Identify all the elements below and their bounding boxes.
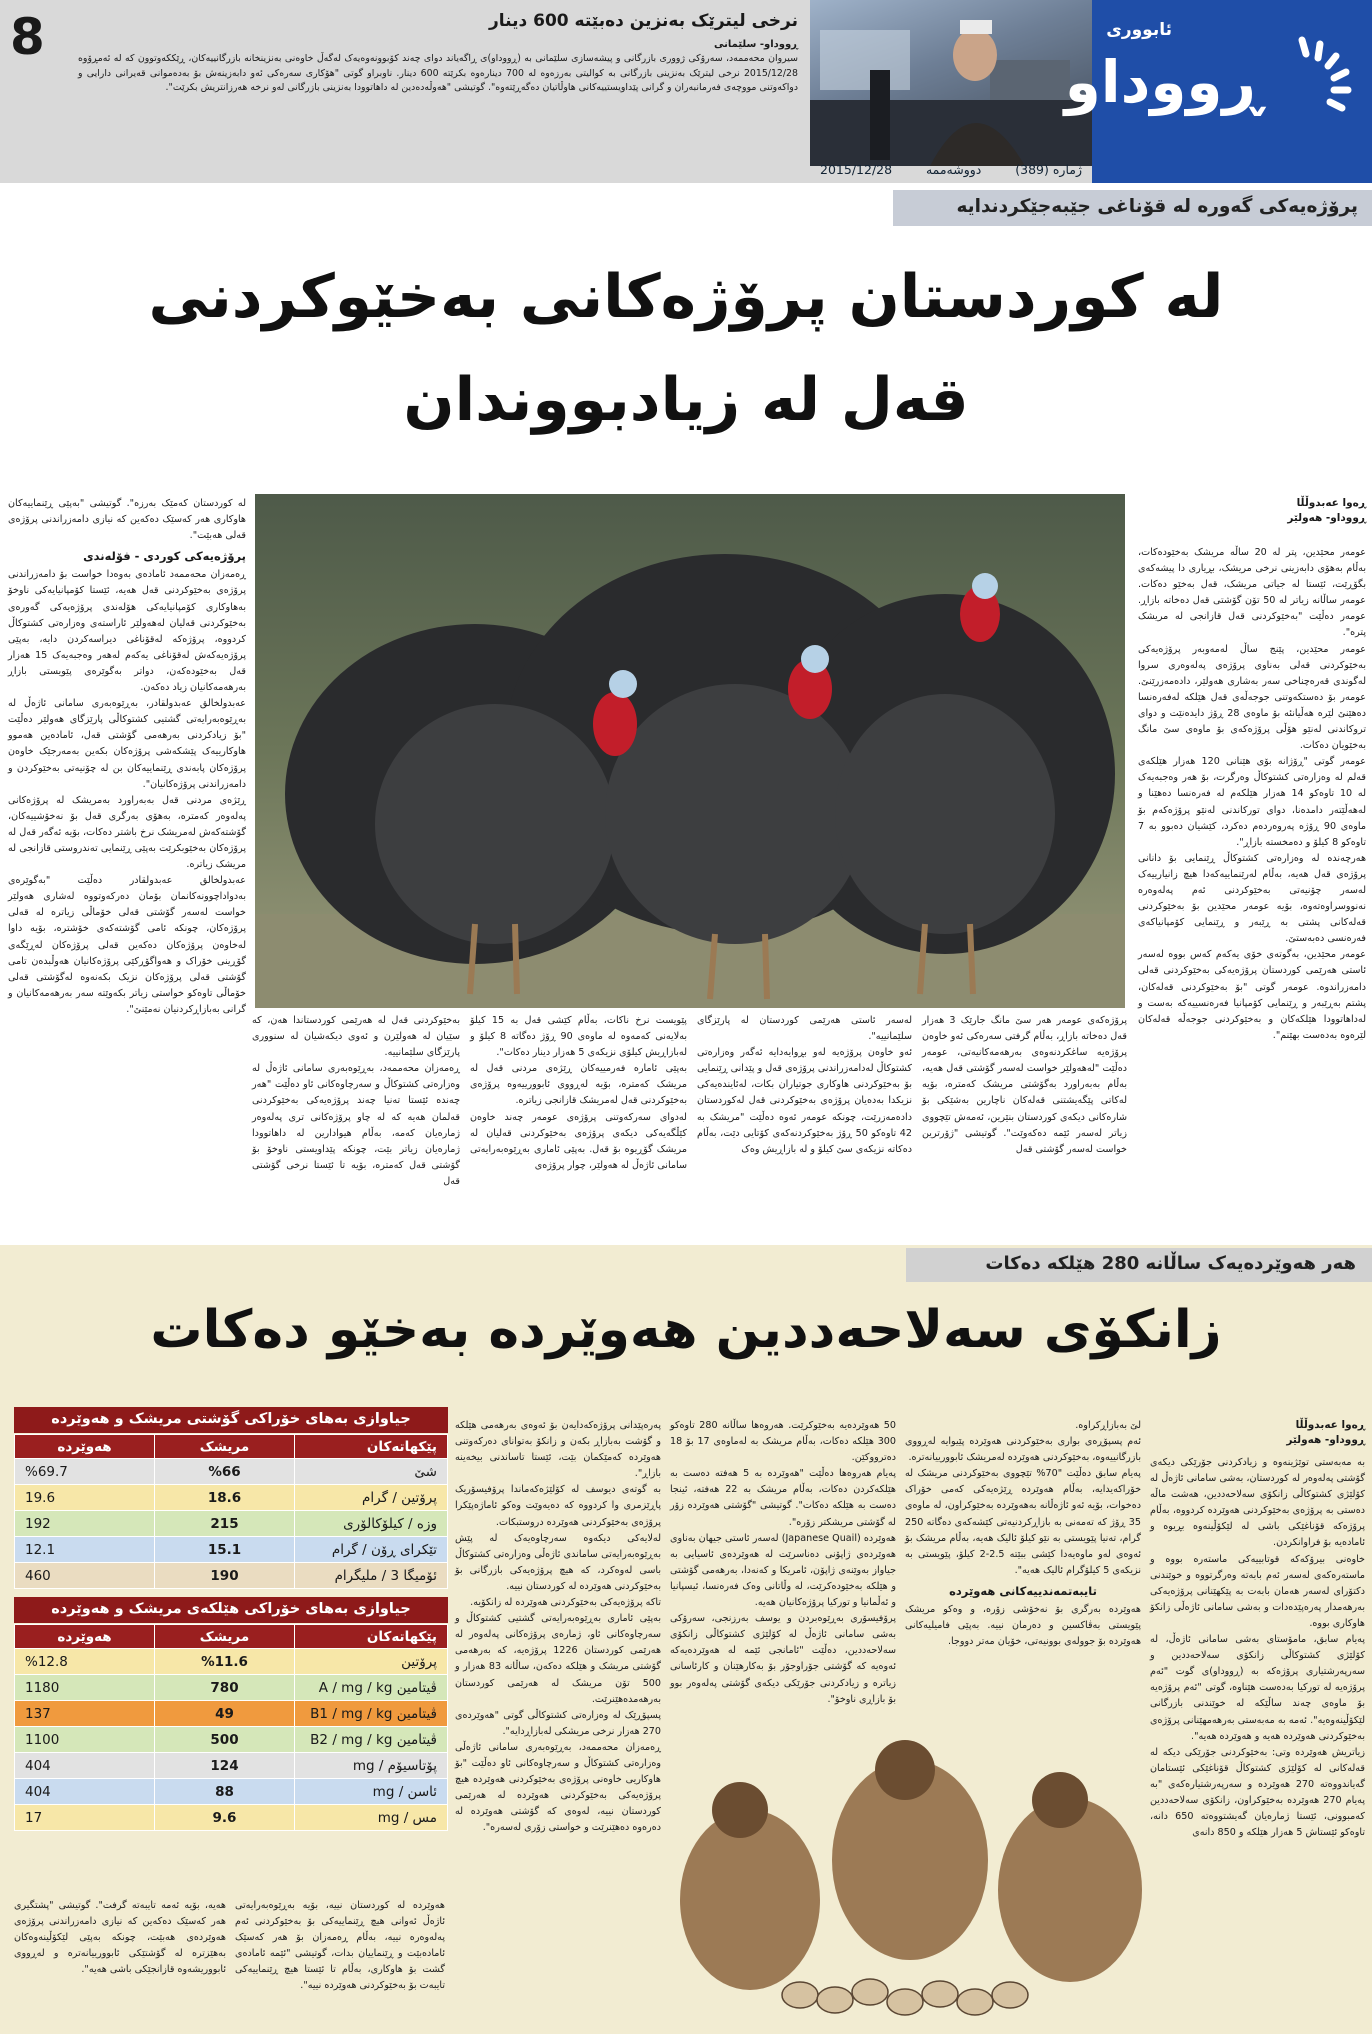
- story1-col-bottom-2: لەسەر ئاستی هەرێمی کوردستان لە پارێزگای سلێمانییە". ئەو خاوەن پرۆژەیە لەو بڕوایەدایە ئەگەر وەزارەتی کشتوکاڵ لەدامەزراندنی پرۆژەی قەل و پێدانی ڕێنمایی بۆ بەخێوکردنی هاوکاری جوتیاران بکات، لەئایندەیەکی نزیکدا بەدەیان پرۆژەی بەخێوکردنی قەل لەکوردستان دادەمەزرێت، چونکە عومەر ئەوە دەڵێت "مریشک بە 42 تاوەکو 50 ڕۆژ بەخێوکردنەکەی کۆتایی دێت، بەڵام دەکاتە نزیکەی سێ کیلۆ و لە بازاڕیش وەک: [697, 1015, 912, 1155]
- table-row: [15, 1459, 448, 1485]
- table-row: [15, 1727, 448, 1753]
- table-cell: ڤیتامین A / mg / kg: [295, 1675, 448, 1701]
- table1: [14, 1434, 448, 1589]
- table-header-cell: هەوێردە: [15, 1625, 155, 1649]
- table-row: [15, 1537, 448, 1563]
- story1-headline-line1: لە کوردستان پرۆژەکانی بەخێوکردنی: [148, 262, 1224, 332]
- table-header-cell: مریشک: [155, 1625, 295, 1649]
- table-row: [15, 1753, 448, 1779]
- story2-col-3: 50 هەوێردەیە بەخێوکرێت. هەروەها ساڵانە 280 تاوەکو 300 هێلکە دەکات، بەڵام مریشک بە لەماوەی 17 بۆ 18 دەترووکێن. پەیام هەروەها دەڵێت "هەوێردە بە 5 هەفتە دەست بە هێلکەکردن دەکات، بەڵام مریشک بە 22 هەفتە، ئینجا دەست بە هێلکە دەکات". گوتیشی "گۆشتی هەوێردە زۆر لە گۆشتی مریشکتر زۆرە". هەوێردە (Japanese Quail) لەسەر ئاستی جیهان بەناوی هەوێردەی ژاپۆنی دەناسرێت لە هەوێردەی ئاسیایی بە جیاواز بەوێنەی ژاپۆن، ئامریکا و کەنەدا، بەرهەمی گۆشتی و هێلکە بەخێودەکرێت، لە وڵاتانی وەک فەرەنسا، ئیسپانیا و ئەڵمانیا و تورکیا پرۆژەکانیان هەیە. پرۆفیسۆری بەڕێوەبردن و یوسف بەرزنجی، سەرۆکی بەشی سامانی ئاژەڵ لە کۆلێژی کشتوکاڵی زانکۆی سەلاحەددین، دەڵێت "ئامانجی ئێمە لە هەوێردەیەکە ئەوەیە کە گۆشتی جۆراوجۆر بۆ بەکارهێنان و کارئاسانی زیاترە و زیادکردنی جۆرێکی دیکەی گۆشتی پەلەوەر بوو بۆ بازاڕی ناوخۆ".: [670, 1420, 897, 1705]
- story1-byline: [1130, 496, 1366, 526]
- table-cell: پرۆتین: [295, 1649, 448, 1675]
- table-cell: %12.8: [15, 1649, 155, 1675]
- table-cell: پۆتاسیۆم / mg: [295, 1753, 448, 1779]
- table-cell: 15.1: [155, 1537, 295, 1563]
- table-row: [15, 1805, 448, 1831]
- issue-date-row: [810, 155, 1092, 183]
- page-number: 8: [10, 8, 45, 66]
- table-row: [15, 1511, 448, 1537]
- story2-col-2: [905, 1418, 1141, 1688]
- story1-col-left-body: ڕەمەزان محەممەد ئامادەی بەوەدا خواست بۆ دامەزراندنی پرۆژەی بەخێوکردنی قەل هەیە، ئێستا کۆمپانیایەکی ناوخۆ بەهاوکاری کۆمپانیایەکی هۆلەندی پرۆژەیەکی گەورەی بەخێوکردنی قەلیان لەهەولێر ئاراستەی وەزارەتی کشتوکاڵ کردووە، پرۆژەکە لەقۆناغی دیراسەکردن دایە، بەپێی پرۆژەیەکەش لەقۆناغی یەکەم لەهەر وەجبەیەک 15 هەزار قەل بەخێودەکەن، دواتر بەگوێرەی پێویستی بازاڕ بەرهەمەکانیان زیاد دەکەن. عەبدولخالق عەبدولقادر، بەڕێوەبەری سامانی ئاژەڵ لە بەڕێوەبەرایەتی گشتیی کشتوکاڵی پارێزگای هەولێر دەڵێت "بۆ زیادکردنی بەرهەمی گۆشتی قەل، ئامادەین هەموو هاوکارییەک پێشکەشی پرۆژەکان بکەین بەمەرجێک خاوەن پرۆژەکان پابەندی ڕێنماییەکان بن لە چۆنیەتی بەخێوکردن و دامەزراندنی پرۆژەکانیان". ڕێژەی مردنی قەل بەبەراورد بەمریشک لە پرۆژەکانی پەلەوەر کەمترە، بەهۆی بەرگری قەل بۆ نەخۆشییەکان، گۆشتەکەش لەمریشک نرخ باشتر دەکات، بۆیە ئەگەر قەل لە پرۆژەکان بەخێوبکرێت بەپێی ڕێنمایی تەندروستی قازانجی لە مریشک زیاترە. عەبدولخالق عەبدولقادر دەڵێت "بەگوێرەی بەدواداچوونەکانمان بۆمان دەرکەوتووە لەشاری هەولێر خواست لەسەر گۆشتی قەلی خۆماڵی زیاترە لە قەلی پرۆژەکان، چونکە ئامی گۆشتەکەی خۆشترە، بۆیە داوا لەخاوەن پرۆژەکان دەکەین قەلی پرۆژەکان لەڕێگەی گۆڕینی خۆراک و هەواگۆڕکێی پرۆژەکانیان هەوڵبدەن تامی گۆشتی قەلی پرۆژەکان نزیک بکەنەوە لەگۆشتی قەلی خۆماڵی تاوەکو خواستی زیاتر بکەوێتە سەر بەرهەمەکانیان و گرانی بەبازاڕکردنیان نەمێنێ".: [8, 569, 246, 1015]
- brief-text: سیروان محەممەد، سەرۆکی ژووری بازرگانی و پیشەسازی سلێمانی بە (ڕووداو)ی ڕاگەیاند دوای چەند کۆبوونەوەیەک لەگەڵ خاوەنی بەنزینخانە بازرگانییەکان، ڕێککەوتوون کە لە ئەمڕۆوە 2015/12/28 نرخی لیترێک بەنزینی بازرگانی بە کوالیتی بەرزەوە لە 700 دینارەوە بکرێتە 600 دینار. ناوبراو گوتی "هۆکاری سەرەکی ئەو دابەزینەش بۆ بەدەموانی قەیرانی دارایی و دواکەوتنی مووچەی فەرمانبەران و گرانی پێداویستییەکانی هاوڵاتیان دەگەڕێتەوە". گوتیشی "هەوڵەدەدین لە داهاتوودا بەنزینی بازرگانی لەو نرخە هەرزانتریش بکرێت".: [78, 53, 798, 94]
- story2-col-2-body: لێ بەبازاڕکراوە. ئەم پسپۆڕەی بواری بەخێوکردنی هەوێردە پێیوایە لەڕووی بازرگانییەوە، بەخێوکردنی هەوێردە لەمریشک ئابوورییانەترە. پەیام سابق دەڵێت "70% تێچووی بەخێوکردنی مریشک لە خۆراکەیدایە، بەڵام هەوێردە ڕێژەیەکی کەمی خۆراک دەخوات، بۆیە ئەو ئاژەڵانە بەهەوێردە بەخێوکراون، لە ماوەی 35 ڕۆژ کە تەمەنی بە بازاڕکردنیەتی کێشەکەی دەگاتە 250 گرام، تەنیا پێویستی بە نێو کیلۆ ئالیک هەیە، بەڵام مریشک بۆ ئەوەی لەو ماوەیەدا کێشی ببێتە 2.5-2 کیلۆ، پێویستی بە نزیکەی 5 کیلۆگرام ئالیک هەیە".: [905, 1420, 1142, 1576]
- brief-byline: ڕووداو- سلێمانی: [714, 38, 798, 50]
- story2-headline: زانکۆی سەلاحەددین هەوێردە بەخێو دەکات: [150, 1300, 1222, 1360]
- quail-illustration: [660, 1700, 1150, 2030]
- story2-bottom-col-2: هەیە، بۆیە ئەمە تایبەتە گرفت". گوتیشی "پشتگیری هەر کەسێک دەکەین کە نیازی دامەزراندنی پرۆژەی هەوێردەی هەبێت، چونکە بەپێی لێکۆڵینەوەکان بەهێزترە لە گۆشتێکی ئابوورییانەترە و لەڕووی ئابووریشەوە قازانجێکی باشی هەیە".: [14, 1900, 226, 1976]
- table-cell: ڤیتامین B1 / mg / kg: [295, 1701, 448, 1727]
- fuel-photo-illustration: [810, 0, 1092, 166]
- table-cell: ڤیتامین B2 / mg / kg: [295, 1727, 448, 1753]
- story2-col-4: پەرەپێدانی پرۆژەکەدایەن بۆ ئەوەی بەرهەمی هێلکە و گۆشت بەبازاڕ بکەن و زانکۆ بەتوانای دەرکەوتنی هەوێردە کەمێکمان بێت، ئێستا تاساندنی بیخەینە بازاڕ". بە گوتەی دیوسف لە کۆلێژەکەماندا پرۆفیسۆریک پاڕێزمری وا کردووە کە دەیەوێت وەکو ئاماژەپێکرا پرۆژەی بەخێوکردنی هەوێردە دروستبکات. لەلایەکی دیکەوە سەرچاوەیەک لە پێش بەڕێوەبەرایەتی ساماندی ئاژەڵی وەزارەتی کشتوکاڵ باسی لەوەکرد، کە هیچ پرۆژەیەکی بازرگانی بۆ بەخێوکردنی هەوێردە لە کوردستان نییە. تاکە پرۆژەیەکی بەخێوکردنی هەوێردە لە زانکۆیە. بەپێی ئاماری بەڕێوەبەرایەتی گشتیی کشتوکاڵ و سەرچاوەکانی ئاو، ژمارەی پرۆژەکانی پەلەوەر لە هەرێمی کوردستان 1226 پرۆژەیە، کە بەرهەمی گۆشتی مریشک و هێلکە دەکەن، ساڵانە 83 هەزار و 500 تۆن مریشک لە هەرێمی کوردستان بەرهەمدەهێنرێت. پسپۆڕێک لە وەزارەتی کشتوکاڵی گوتی "هەوێردەی 270 هەزار نرخی مریشکی لەبازاڕدایە". ڕەمەزان محەممەد، بەڕێوەبەری سامانی ئاژەڵی وەزارەتی کشتوکاڵ و سەرچاوەکانی ئاو دەڵێت "بۆ هاوکاریی خاوەنی پرۆژەی بەخێوکردنی هەوێردە هیچ پرۆژەیەکی بەخێوکردنی هەوێردە لە هەرێمی کوردستان نییە، لەوەی کە گۆشتی هەوێردە لە دەرەوە دەهێنرێت و خواستی زۆری لەسەرە".: [455, 1420, 662, 1834]
- story1-col-bottom-4: بەخێوکردنی قەل لە هەرێمی کوردستاندا هەن، کە سێیان لە هەولێرن و ئەوی دیکەشیان لە سنووری پارێزگای سلێمانییە. ڕەمەزان محەممەد، بەڕێوەبەری سامانی ئاژەڵ لە وەزارەتی کشتوکاڵ و سەرچاوەکانی ئاو دەڵێت "هەر چەندە ئێستا تەنیا چەند پرۆژەیەکی بەخێوکردنی قەلمان هەیە کە لە چاو پرۆژەکانی تری پەلەوەر ژمارەیان کەمە، بەڵام هیوادارین لە داهاتوودا ژمارەیان زیاتر بێت، چونکە پێداویستی ناوخۆ بۆ گۆشتی قەل کەمترە، بۆیە تا ئێستا نرخی گۆشتی قەل: [252, 1015, 460, 1187]
- issue-date: 2015/12/28: [820, 161, 893, 177]
- story2-byline: [1145, 1418, 1365, 1448]
- table-row: [15, 1701, 448, 1727]
- table2-title: جیاوازی بەهای خۆراکی هێلکەی مریشک و هەوێردە: [14, 1597, 448, 1623]
- story1-byline-place: ڕووداو- هەولێر: [1287, 512, 1366, 524]
- story1-col-right: عومەر محێدین، پتر لە 20 ساڵە مریشک بەخێودەکات، بەڵام بەهۆی دابەزینی نرخی مریشک، بڕیاری دا پیشەکەی بگۆڕێت، ئێستا لە جیاتی مریشک، قەل بەخێو دەکات. عومەر ساڵانە زیاتر لە 50 تۆن گۆشتی قەل دەخاتە بازاڕ. عومەر دەڵێت "بەخێوکردنی قەل قازانجی لە مریشک پترە". عومەر محێدین، پێنج ساڵ لەمەوبەر پرۆژەیەکی بەخێوکردنی قەلی بەناوی پرۆژەی پەلەوەری سروا لەگوندی قەرەچناخی سەر بەشاری هەولێر، دادەمەزرێنێ. عومەر بۆ دەستکەوتنی جوجەڵەی قەل هێلکە لەفەرەنسا دەهێنێ لێرە هەڵیانئە بۆ ماوەی 28 ڕۆژ دایدەنێت و دوای تروکاندنی لەنێو هۆڵی پرۆژەکەی بۆ ماوەی سێ مانگ بەخێویان دەکات. عومەر گوتی "ڕۆژانە بۆی هێنانی 120 هەزار هێلکەی قەلم لە وەزارەتی کشتوکاڵ وەرگرت، بۆ هەر وەجبەیەک لە 10 تاوەکو 14 هەزار هێلکەم لە فەرەنسا دەهێنا و لەهەڵێتەر دامدەنا، دوای تورکاندنی لەنێو پرۆژەکەم بۆ ماوەی 90 ڕۆژە پەروەردەم دەکرد، کێشیان دەبوو بە 7 تاوەکو 8 کیلۆ و دەمخستە بازاڕ". هەرچەندە لە وەزارەتی کشتوکاڵ ڕێنمایی بۆ دانانی پرۆژەی قەل هەیە، بەڵام لەرێنماییەکەدا هیچ زانیارییەک لەسەر چۆنیەتی بەخێوکردنی ئەم پەلەوەرە نەنووسراوەتەوە، بۆیە عومەر محێدین بۆ بەخێوکردنی قەلەکانی پشتی بە ڕێبەر و ڕێنمایی کۆمپانیاکەی فەرەنسی دەبەستێ. عومەر محێدین، بەگوتەی خۆی یەکەم کەس بووە لەسەر ئاستی هەرێمی کوردستان پرۆژەیەکی بەخێوکردنی قەلی دامەزراندوە. عومەر گوتی "بۆ بەخێوکردنی قەلەکان، پشتم بەڕێبەر و ڕێنمایی کۆمپانیا فەرەنسییەکە بەست و لەداهاتوودا هێلکەکان و بەخێوکردنی جوجەڵە قەلەکان لێرەوە بەدەست بهێنم".: [1138, 547, 1366, 1041]
- brief-title: نرخی لیترێک بەنزین دەبێتە 600 دینار: [488, 11, 798, 31]
- turkeys-photo: [255, 494, 1125, 1008]
- table-cell: 18.6: [155, 1485, 295, 1511]
- table-cell: تێکرای ڕۆن / گرام: [295, 1537, 448, 1563]
- story2-col-2-subhead: تایبەتمەندییەکانی هەوێردە: [949, 1583, 1097, 1598]
- table-cell: 19.6: [15, 1485, 155, 1511]
- table-cell: %66: [155, 1459, 295, 1485]
- table-cell: 1100: [15, 1727, 155, 1753]
- table-cell: 1180: [15, 1675, 155, 1701]
- story1-byline-name: ڕەوا عەبدوڵڵا: [1296, 497, 1366, 509]
- section-label: ئابووری: [1106, 20, 1172, 40]
- issue-number: ژمارە (389): [1015, 161, 1082, 177]
- table-cell: 137: [15, 1701, 155, 1727]
- table-header-cell: مریشک: [155, 1435, 295, 1459]
- story2-byline-name: ڕەوا عەبدوڵڵا: [1295, 1419, 1365, 1431]
- story1-kicker: پرۆژەیەکی گەورە لە قۆناغی جێبەجێکردندایە: [893, 190, 1372, 226]
- table1-title: جیاوازی بەهای خۆراکی گۆشتی مریشک و هەوێردە: [14, 1407, 448, 1433]
- table-header-cell: پێکهاتەکان: [295, 1435, 448, 1459]
- turkeys-illustration: [255, 494, 1125, 1008]
- table2: [14, 1624, 448, 1831]
- table-cell: %11.6: [155, 1649, 295, 1675]
- table-header-row: [15, 1435, 448, 1459]
- story2-col-1: بە مەبەستی توێژینەوە و زیادکردنی جۆرێکی دیکەی گۆشتی پەلەوەر لە کوردستان، بەشی سامانی ئاژەڵ لە کۆلێژی کشتوکاڵی زانکۆی سەلاحەددین، هەشت ماڵە دەستی بە پرۆژەی بەخێوکردنی هەوێردە کردووە، بەڵام پرۆژەکە قۆناغێکی باشی لە لێکۆڵینەوە بڕیوە و ئامادەیە بۆ فراوانکردن. خاوەنی بیرۆکەکە قوتابییەکی ماستەرە بووە و ماستەرەکەی لەسەر ئەم بابەتە وەرگرتووە و خوێندنی دکتۆرای لەسەر هەمان بابەت بە پێکهێنانی پرۆژەیەکی بەرهەمدار پەرەپێدەدات و بەشی سامانی ئاژەڵی زانکۆ هاوکاری بووە. پەیام سابق، مامۆستای بەشی سامانی ئاژەڵ، لە کۆلێژی کشتوکاڵی زانکۆی سەلاحەددین و سەرپەرشتیاری پرۆژەکە بە (ڕووداو)ی گوت "ئەم پرۆژەیە لە تورکیا بەدەست هێناوە، گوتی "ئەم پرۆژەیە بۆ ماوەی چەند ساڵێکە لە خوێندنی بازرگانی لێکۆڵینەوەیە". ئەمە بە مەبەستی بەرهەمهێنانی پرۆژەی بەخێوکردنی هەوێردە هەیە و هەوێردە هەیە". زیاتریش هەوێردە وتی: بەخێوکردنی جۆرێکی دیکە لە قەلەکانی لە کۆلێژی کشتوکاڵ قۆناغێکی ئێستامان گەیاندووەتە 270 هەوێردە و سەرپەرشتیارەکەی "بە پەیام 270 هەوێردە بەخێوکراون، زانکۆی سەلاحەددین کەمبوونی، ئێستا ژمارەیان گەیشتووەتە 650 دانە، تاوەکو ئێستاش 5 هەزار هێلکە و 850 دانەی: [1150, 1457, 1365, 1839]
- table-header-cell: پێکهاتەکان: [295, 1625, 448, 1649]
- story1-headline-line2: قەل لە زیادبووندان: [403, 365, 969, 435]
- table-cell: 404: [15, 1779, 155, 1805]
- table-cell: 215: [155, 1511, 295, 1537]
- table-cell: 49: [155, 1701, 295, 1727]
- table-cell: 404: [15, 1753, 155, 1779]
- table-row: [15, 1649, 448, 1675]
- table-cell: پرۆتین / گرام: [295, 1485, 448, 1511]
- table-cell: %69.7: [15, 1459, 155, 1485]
- logo-rays-icon: [1262, 30, 1362, 130]
- table-cell: 9.6: [155, 1805, 295, 1831]
- weekday: دووشەممە: [925, 161, 982, 177]
- table-row: [15, 1485, 448, 1511]
- table-cell: ئاسن / mg: [295, 1779, 448, 1805]
- story2-byline-place: ڕووداو- هەولێر: [1286, 1434, 1365, 1446]
- table-row: [15, 1779, 448, 1805]
- logo-wordmark: ڕووداو: [1064, 48, 1262, 116]
- table-header-row: [15, 1625, 448, 1649]
- table-cell: 192: [15, 1511, 155, 1537]
- table-cell: 460: [15, 1563, 155, 1589]
- table-header-cell: هەوێردە: [15, 1435, 155, 1459]
- table-cell: وزە / کیلۆکالۆری: [295, 1511, 448, 1537]
- story1-col-bottom-3: پێویست نرخ ناکات، بەڵام کێشی قەل بە 15 کیلۆ بەلایەنی کەمەوە لە ماوەی 90 ڕۆژ دەگاتە 8 کیلۆ و لەبازاڕیش کیلۆی نزیکەی 5 هەزار دینار دەکات". بەپێی ئامارە فەرمییەکان ڕێژەی مردنی قەل لە مریشک کەمترە، بۆیە لەڕووی ئابوورییەوە پرۆژەی بەخێوکردنی قەل لەمریشک قازانجی زیاترە. لەدوای سەرکەوتنی پرۆژەی عومەر چەند خاوەن کێڵگەیەکی دیکەی پرۆژەی بەخێوکردنی قەلیان لە مریشک گۆڕیوە بۆ قەل. بەپێی ئاماری بەڕێوەبەرایەتی سامانی ئاژەڵ لە هەولێر، چوار پرۆژەی: [470, 1015, 688, 1171]
- table-cell: 500: [155, 1727, 295, 1753]
- story2-col-2-body-b: هەوێردە بەرگری بۆ نەخۆشی زۆرە، و وەکو مریشک پێویستی بەڤاکسین و دەرمان نییە. بەپێی فامیلیەکانی هەوێردە بۆ جوولەی بوونیەتی، خۆیان مەتر دووجا.: [905, 1604, 1141, 1648]
- story2-bottom-col-1: هەوێردە لە کوردستان نییە، بۆیە بەڕێوەبەرایەتی ئاژەڵ ئەوانی هیچ ڕێنماییەکی بۆ بەخێوکردنی ئەم پەلەوەرە نییە، بەڵام ڕەمەزان بۆ هەر کەسێک ئامادەبێت و ڕێنماییان بدات، گوتیشی "ئێمە ئامادەی گشت بۆ هاوکاری، بەڵام تا ئێستا هیچ ڕێنماییەکی تایبەت بۆ بەخێوکردنی هەوێردە نییە".: [235, 1900, 445, 1992]
- table-row: [15, 1675, 448, 1701]
- table-cell: شێ: [295, 1459, 448, 1485]
- table-cell: مس / mg: [295, 1805, 448, 1831]
- table-cell: 124: [155, 1753, 295, 1779]
- story1-col-bottom-1: پرۆژەکەی عومەر هەر سێ مانگ جارێک 3 هەزار قەل دەخاتە بازاڕ، بەڵام گرفتی سەرەکی ئەو خاوەن پرۆژەیە ساغکردنەوەی بەرهەمەکانیەتی، عومەر دەڵێت "لەهەولێر خواست لەسەر گۆشتی قەل هەیە، بەڵام بەبەراورد بەگۆشتی مریشک کەمترە، بۆیە لەکاتی پێگەیشتنی قەلەکان ناچارین بەشێکی بۆ شارەکانی دیکەی کوردستان بنێرین، ئەمەش تێچووی زیاتر لەسەر ئێمە دەکەوێت". گوتیشی "ژۆرترین خواست لەسەر گۆشتی قەل: [922, 1015, 1127, 1155]
- table-cell: 88: [155, 1779, 295, 1805]
- masthead-logo-area: [1064, 0, 1372, 183]
- table-row: [15, 1563, 448, 1589]
- table-cell: 17: [15, 1805, 155, 1831]
- table-cell: 12.1: [15, 1537, 155, 1563]
- table-cell: 780: [155, 1675, 295, 1701]
- table-cell: 190: [155, 1563, 295, 1589]
- news-brief: [78, 11, 798, 96]
- fuel-station-photo: [810, 0, 1092, 166]
- story2-kicker: هەر هەوێردەیەک ساڵانە 280 هێلکە دەکات: [906, 1248, 1372, 1282]
- quail-photo: [660, 1700, 1150, 2030]
- story1-col-left-subhead: پرۆژەیەکی کوردی - فۆلەندی: [83, 549, 246, 564]
- story1-col-left-intro: لە کوردستان کەمێک بەرزە". گوتیشی "بەپێی ڕێنماییەکان هاوکاری هەر کەسێک دەکەین کە نیازی دامەزراندنی پرۆژەی قەلی هەبێت".: [8, 498, 246, 542]
- table-cell: ئۆمیگا 3 / ملیگرام: [295, 1563, 448, 1589]
- story1-col-left: [8, 496, 246, 1241]
